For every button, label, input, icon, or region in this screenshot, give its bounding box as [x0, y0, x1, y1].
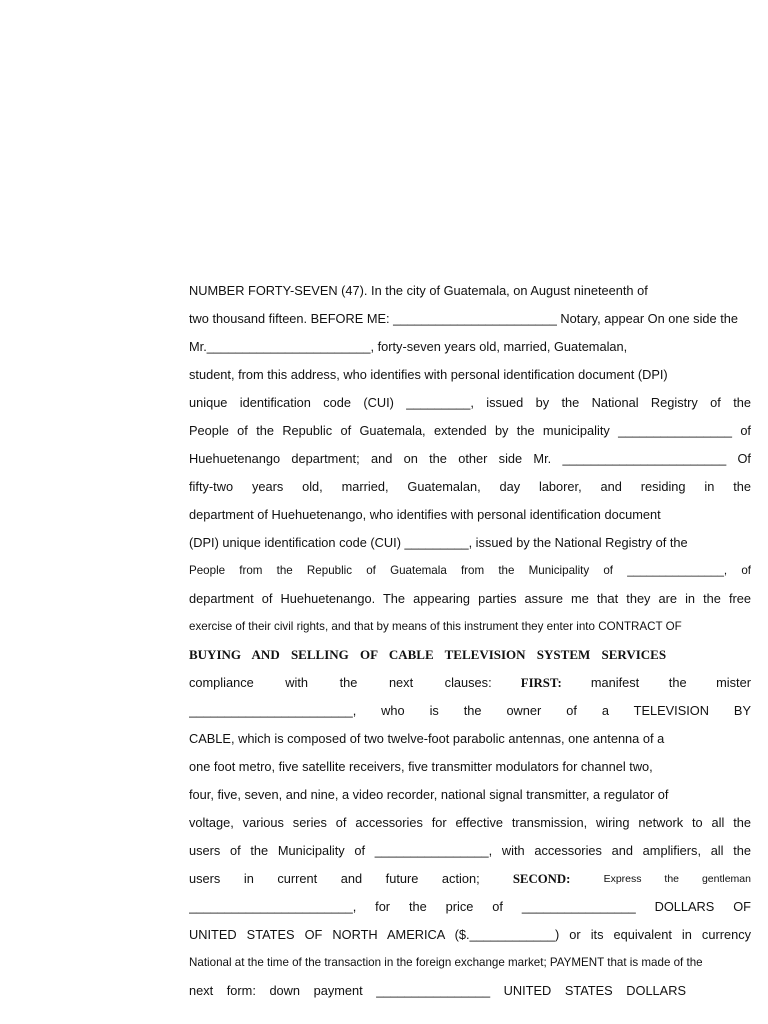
- clause-first-line: [189, 673, 751, 701]
- clause-text: manifest the mister: [590, 675, 751, 690]
- document-line: Huehuetenango department; and on the other side Mr. _______________________ Of: [189, 451, 751, 466]
- document-line: one foot metro, five satellite receivers, five transmitter modulators for channel two,: [189, 759, 653, 774]
- document-line: NUMBER FORTY-SEVEN (47). In the city of Guatemala, on August nineteenth of: [189, 283, 648, 298]
- document-line: department of Huehuetenango, who identifies with personal identification document: [189, 507, 661, 522]
- document-line: two thousand fifteen. BEFORE ME: _______________________ Notary, appear On one side the: [189, 311, 738, 326]
- clause-first-heading: FIRST:: [520, 676, 562, 690]
- document-line: UNITED STATES OF NORTH AMERICA ($.____________) or its equivalent in currency: [189, 927, 751, 942]
- document-line: fifty-two years old, married, Guatemalan, day laborer, and residing in the: [189, 479, 751, 494]
- clause-second-heading: SECOND:: [512, 872, 571, 886]
- document-line: four, five, seven, and nine, a video recorder, national signal transmitter, a regulator of: [189, 787, 669, 802]
- document-line: People of the Republic of Guatemala, extended by the municipality ________________ of: [189, 423, 751, 438]
- document-line: National at the time of the transaction in the foreign exchange market; PAYMENT that is made of the: [189, 956, 703, 969]
- document-line: department of Huehuetenango. The appearing parties assure me that they are in the free: [189, 591, 751, 606]
- document-line: next form: down payment ________________ UNITED STATES DOLLARS: [189, 983, 686, 998]
- clause-second-line: [189, 869, 751, 897]
- document-line: _______________________, for the price of ________________ DOLLARS OF: [189, 899, 751, 914]
- clause-text: users in current and future action;: [189, 871, 480, 886]
- document-body: [189, 281, 751, 1009]
- clause-text: compliance with the next clauses:: [189, 675, 492, 690]
- document-line: People from the Republic of Guatemala from the Municipality of _______________, of: [189, 564, 751, 577]
- document-line: unique identification code (CUI) _________, issued by the National Registry of the: [189, 395, 751, 410]
- document-line: voltage, various series of accessories for effective transmission, wiring network to all the: [189, 815, 751, 830]
- document-line: exercise of their civil rights, and that by means of this instrument they enter into CONTRACT OF: [189, 620, 682, 633]
- contract-title: BUYING AND SELLING OF CABLE TELEVISION SYSTEM SERVICES: [189, 647, 667, 662]
- clause-text: Express the gentleman: [603, 873, 751, 885]
- document-line: users of the Municipality of ________________, with accessories and amplifiers, all the: [189, 843, 751, 858]
- document-line: Mr._______________________, forty-seven years old, married, Guatemalan,: [189, 339, 628, 354]
- document-line: _______________________, who is the owner of a TELEVISION BY: [189, 703, 751, 718]
- document-line: student, from this address, who identifies with personal identification document (DPI): [189, 367, 668, 382]
- document-line: (DPI) unique identification code (CUI) _________, issued by the National Registry of the: [189, 535, 688, 550]
- document-line: CABLE, which is composed of two twelve-foot parabolic antennas, one antenna of a: [189, 731, 665, 746]
